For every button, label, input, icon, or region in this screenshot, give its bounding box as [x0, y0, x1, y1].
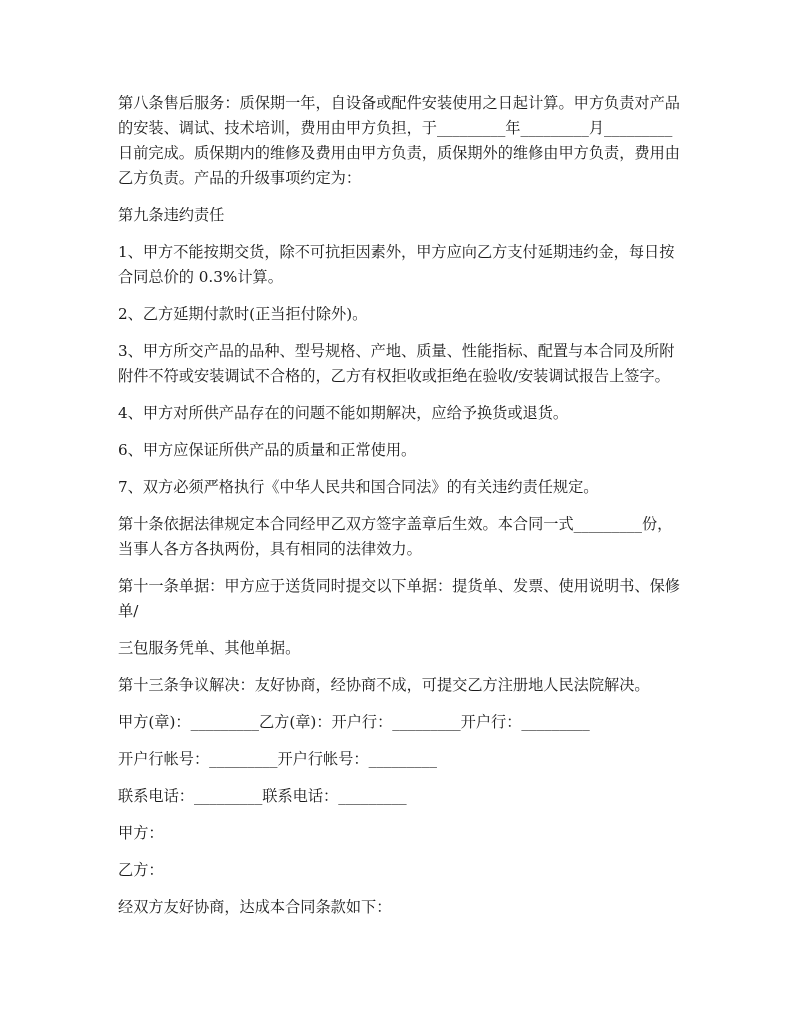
clause-11-documents: 第十一条单据：甲方应于送货同时提交以下单据：提货单、发票、使用说明书、保修单/	[118, 577, 680, 620]
party-a-label: 甲方：	[118, 824, 164, 842]
agreement-intro: 经双方友好协商，达成本合同条款如下：	[118, 898, 392, 916]
clause-13-dispute: 第十三条争议解决：友好协商，经协商不成，可提交乙方注册地人民法院解决。	[118, 676, 650, 694]
signature-seals-bank: 甲方(章)：_________乙方(章)：开户行：_________开户行：_________	[118, 713, 590, 731]
clause-9-item-3: 3、甲方所交产品的品种、型号规格、产地、质量、性能指标、配置与本合同及所附附件不符或安装调试不合格的，乙方有权拒收或拒绝在验收/安装调试报告上签字。	[118, 342, 675, 385]
clause-9-item-7: 7、双方必须严格执行《中华人民共和国合同法》的有关违约责任规定。	[118, 478, 599, 496]
clause-11-documents-continued: 三包服务凭单、其他单据。	[118, 639, 301, 657]
document-body	[118, 91, 686, 932]
bank-account-line: 开户行帐号：_________开户行帐号：_________	[118, 750, 437, 768]
clause-9-heading: 第九条违约责任	[118, 206, 225, 224]
party-b-label: 乙方：	[118, 861, 164, 879]
clause-8-after-sales: 第八条售后服务：质保期一年，自设备或配件安装使用之日起计算。甲方负责对产品的安装、调试、技术培训，费用由甲方负担，于_________年_________月_________日前完成。质保期内的维修及费用由甲方负责，质保期外的维修由甲方负责，费用由乙方负责。产品的升级事项约定为：	[118, 94, 680, 187]
clause-9-item-2: 2、乙方延期付款时(正当拒付除外)。	[118, 305, 368, 323]
clause-10-effectiveness: 第十条依据法律规定本合同经甲乙双方签字盖章后生效。本合同一式_________份，当事人各方各执两份，具有相同的法律效力。	[118, 515, 673, 558]
clause-9-item-6: 6、甲方应保证所供产品的质量和正常使用。	[118, 441, 417, 459]
clause-9-item-1: 1、甲方不能按期交货，除不可抗拒因素外，甲方应向乙方支付延期违约金，每日按合同总价的 0.3%计算。	[118, 243, 675, 286]
clause-9-item-4: 4、甲方对所供产品存在的问题不能如期解决，应给予换货或退货。	[118, 404, 569, 422]
phone-line: 联系电话：_________联系电话：_________	[118, 787, 407, 805]
